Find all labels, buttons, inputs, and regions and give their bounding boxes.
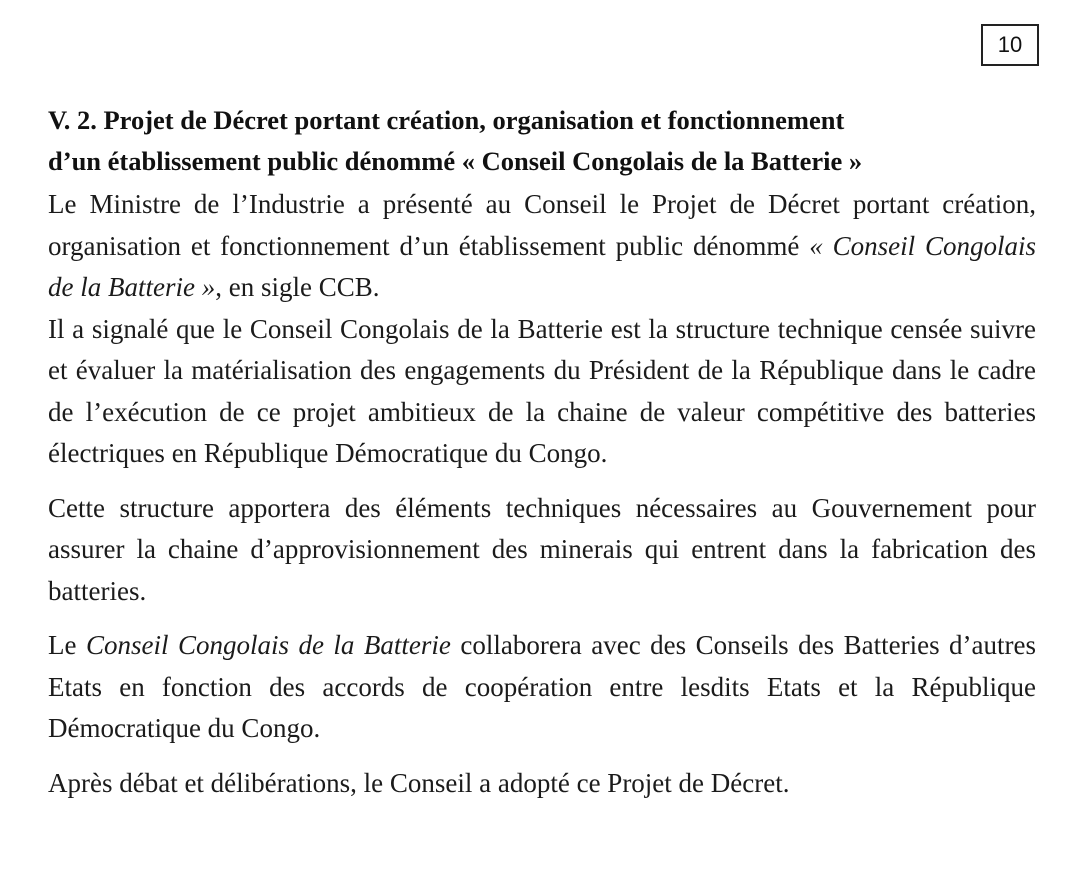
paragraph-1-italic: « Conseil Congolais de la Batterie » — [48, 230, 1037, 302]
paragraph-3: Cette structure apportera des éléments techniques nécessaires au Gouvernement pour assurer la chaine d’approvisionnement des minerais qui entrent dans la fabrication des batteries. — [48, 492, 1036, 606]
page-number: 10 — [981, 24, 1039, 66]
paragraph-4-text-end: collaborera avec des Conseils des Batteries d’autres Etats en fonction des accords de coopération entre lesdits Etats et la République Démocratique du Congo. — [48, 630, 1037, 743]
paragraph-4 — [48, 625, 1036, 750]
paragraph-2: Il a signalé que le Conseil Congolais de la Batterie est la structure technique censée suivre et évaluer la matérialisation des engagements du Président de la République dans le cadre de l’exécution de ce projet ambitieux de la chaine de valeur compétitive des batteries électriques en République Démocratique du Congo. — [48, 313, 1036, 468]
heading-line-1: V. 2. Projet de Décret portant création, organisation et fonctionnement — [48, 105, 845, 135]
paragraph-1 — [48, 184, 1036, 309]
paragraph-4-text: Le — [48, 630, 86, 660]
document-body — [48, 100, 1036, 804]
paragraph-1-text-end: , en sigle CCB. — [215, 272, 380, 302]
paragraph-1-text: Le Ministre de l’Industrie a présenté au Conseil le Projet de Décret portant création, organisation et fonctionnement d’un établissement public dénommé — [48, 189, 1036, 261]
paragraph-5: Après débat et délibérations, le Conseil a adopté ce Projet de Décret. — [48, 767, 790, 798]
section-heading — [48, 100, 1036, 182]
paragraph-4-italic: Conseil Congolais de la Batterie — [85, 630, 451, 660]
heading-line-2: d’un établissement public dénommé « Conseil Congolais de la Batterie » — [48, 146, 863, 176]
